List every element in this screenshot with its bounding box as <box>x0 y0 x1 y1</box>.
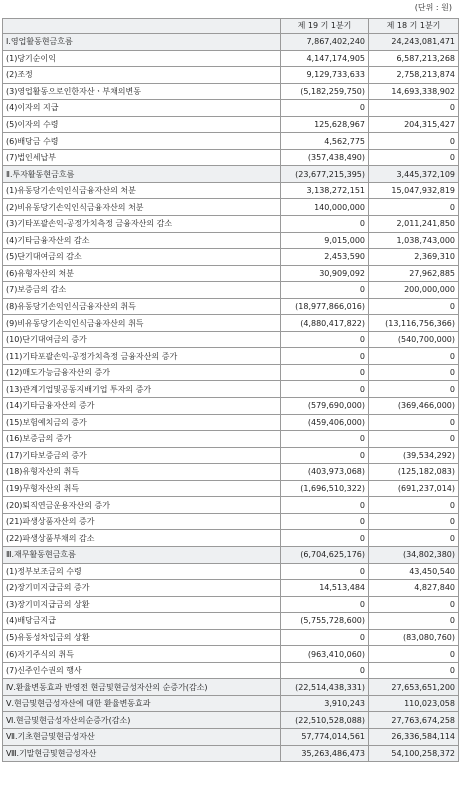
row-label: (18)유형자산의 취득 <box>3 464 281 481</box>
table-row <box>3 116 459 133</box>
prior-period-value: 0 <box>369 662 459 679</box>
prior-period-value: 200,000,000 <box>369 282 459 299</box>
table-row <box>3 216 459 233</box>
table-row <box>3 298 459 315</box>
row-label: (1)당기순이익 <box>3 50 281 67</box>
prior-period-value: (39,534,292) <box>369 447 459 464</box>
header-current-period: 제 19 기 1분기 <box>281 19 369 34</box>
row-label: Ⅰ.영업활동현금흐름 <box>3 34 281 51</box>
prior-period-value: 0 <box>369 431 459 448</box>
current-period-value: (963,410,060) <box>281 646 369 663</box>
current-period-value: 30,909,092 <box>281 265 369 282</box>
table-row <box>3 149 459 166</box>
prior-period-value: 0 <box>369 530 459 547</box>
current-period-value: 0 <box>281 216 369 233</box>
header-blank <box>3 19 281 34</box>
prior-period-value: 0 <box>369 348 459 365</box>
row-label: (7)신주인수권의 행사 <box>3 662 281 679</box>
prior-period-value: 26,336,584,114 <box>369 728 459 745</box>
current-period-value: (23,677,215,395) <box>281 166 369 183</box>
row-label: (14)기타금융자산의 증가 <box>3 398 281 415</box>
row-label: (9)비유동당기손익인식금융자산의 취득 <box>3 315 281 332</box>
current-period-value: (22,510,528,088) <box>281 712 369 729</box>
row-label: (21)파생상품자산의 증가 <box>3 513 281 530</box>
prior-period-value: 0 <box>369 381 459 398</box>
prior-period-value: 0 <box>369 596 459 613</box>
current-period-value: (5,755,728,600) <box>281 613 369 630</box>
prior-period-value: 204,315,427 <box>369 116 459 133</box>
section-row <box>3 745 459 762</box>
row-label: (22)파생상품부채의 감소 <box>3 530 281 547</box>
row-label: (13)관계기업및공동지배기업 투자의 증가 <box>3 381 281 398</box>
current-period-value: 57,774,014,561 <box>281 728 369 745</box>
current-period-value: (5,182,259,750) <box>281 83 369 100</box>
table-row <box>3 580 459 597</box>
prior-period-value: (34,802,380) <box>369 546 459 563</box>
table-row <box>3 431 459 448</box>
current-period-value: 2,453,590 <box>281 249 369 266</box>
row-label: (11)기타포괄손익-공정가치측정 금융자산의 증가 <box>3 348 281 365</box>
row-label: (2)비유동당기손익인식금융자산의 처분 <box>3 199 281 216</box>
current-period-value: 4,562,775 <box>281 133 369 150</box>
prior-period-value: 43,450,540 <box>369 563 459 580</box>
prior-period-value: 3,445,372,109 <box>369 166 459 183</box>
current-period-value: 0 <box>281 447 369 464</box>
prior-period-value: 4,827,840 <box>369 580 459 597</box>
current-period-value: 0 <box>281 662 369 679</box>
table-row <box>3 447 459 464</box>
row-label: Ⅳ.환율변동효과 반영전 현금및현금성자산의 순증가(감소) <box>3 679 281 696</box>
row-label: (5)유동성차입금의 상환 <box>3 629 281 646</box>
current-period-value: 0 <box>281 431 369 448</box>
prior-period-value: (13,116,756,366) <box>369 315 459 332</box>
unit-label: (단위 : 원) <box>414 3 452 12</box>
prior-period-value: 54,100,258,372 <box>369 745 459 762</box>
table-row <box>3 331 459 348</box>
prior-period-value: 27,962,885 <box>369 265 459 282</box>
row-label: (5)이자의 수령 <box>3 116 281 133</box>
section-row <box>3 34 459 51</box>
row-label: (6)유형자산의 처분 <box>3 265 281 282</box>
table-body <box>3 34 459 762</box>
prior-period-value: 0 <box>369 133 459 150</box>
table-row <box>3 265 459 282</box>
row-label: Ⅱ.투자활동현금흐름 <box>3 166 281 183</box>
prior-period-value: 0 <box>369 513 459 530</box>
row-label: Ⅶ.기초현금및현금성자산 <box>3 728 281 745</box>
table-row <box>3 629 459 646</box>
prior-period-value: 2,758,213,874 <box>369 67 459 84</box>
table-row <box>3 249 459 266</box>
table-row <box>3 464 459 481</box>
table-row <box>3 646 459 663</box>
section-row <box>3 728 459 745</box>
row-label: (19)무형자산의 취득 <box>3 480 281 497</box>
prior-period-value: 110,023,058 <box>369 695 459 712</box>
prior-period-value: 27,763,674,258 <box>369 712 459 729</box>
row-label: (3)기타포괄손익-공정가치측정 금융자산의 감소 <box>3 216 281 233</box>
table-row <box>3 232 459 249</box>
prior-period-value: 0 <box>369 199 459 216</box>
table-row <box>3 83 459 100</box>
current-period-value: 0 <box>281 364 369 381</box>
table-row <box>3 480 459 497</box>
current-period-value: 0 <box>281 381 369 398</box>
prior-period-value: (125,182,083) <box>369 464 459 481</box>
current-period-value: 0 <box>281 497 369 514</box>
table-row <box>3 50 459 67</box>
prior-period-value: 0 <box>369 497 459 514</box>
section-row <box>3 695 459 712</box>
row-label: (12)매도가능금융자산의 증가 <box>3 364 281 381</box>
current-period-value: 3,138,272,151 <box>281 182 369 199</box>
table-row <box>3 530 459 547</box>
current-period-value: 9,015,000 <box>281 232 369 249</box>
prior-period-value: 0 <box>369 646 459 663</box>
prior-period-value: 0 <box>369 100 459 117</box>
row-label: (8)유동당기손익인식금융자산의 취득 <box>3 298 281 315</box>
current-period-value: 0 <box>281 282 369 299</box>
current-period-value: 4,147,174,905 <box>281 50 369 67</box>
table-row <box>3 182 459 199</box>
prior-period-value: 2,369,310 <box>369 249 459 266</box>
row-label: Ⅵ.현금및현금성자산의순증가(감소) <box>3 712 281 729</box>
row-label: (2)조정 <box>3 67 281 84</box>
table-row <box>3 199 459 216</box>
table-row <box>3 596 459 613</box>
current-period-value: 0 <box>281 100 369 117</box>
current-period-value: (1,696,510,322) <box>281 480 369 497</box>
current-period-value: 0 <box>281 629 369 646</box>
table-row <box>3 563 459 580</box>
section-row <box>3 712 459 729</box>
current-period-value: 0 <box>281 331 369 348</box>
row-label: (4)기타금융자산의 감소 <box>3 232 281 249</box>
row-label: (2)장기미지급금의 증가 <box>3 580 281 597</box>
prior-period-value: 24,243,081,471 <box>369 34 459 51</box>
prior-period-value: 6,587,213,268 <box>369 50 459 67</box>
current-period-value: 35,263,486,473 <box>281 745 369 762</box>
prior-period-value: (83,080,760) <box>369 629 459 646</box>
current-period-value: 0 <box>281 348 369 365</box>
prior-period-value: 2,011,241,850 <box>369 216 459 233</box>
prior-period-value: 0 <box>369 613 459 630</box>
row-label: (7)법인세납부 <box>3 149 281 166</box>
row-label: (20)퇴직연금운용자산의 증가 <box>3 497 281 514</box>
current-period-value: 7,867,402,240 <box>281 34 369 51</box>
row-label: (1)유동당기손익인식금융자산의 처분 <box>3 182 281 199</box>
current-period-value: (22,514,438,331) <box>281 679 369 696</box>
table-header-row <box>3 19 459 34</box>
current-period-value: 0 <box>281 513 369 530</box>
row-label: (1)정부보조금의 수령 <box>3 563 281 580</box>
current-period-value: (579,690,000) <box>281 398 369 415</box>
row-label: Ⅷ.기말현금및현금성자산 <box>3 745 281 762</box>
current-period-value: 0 <box>281 563 369 580</box>
prior-period-value: (540,700,000) <box>369 331 459 348</box>
row-label: (4)이자의 지급 <box>3 100 281 117</box>
table-row <box>3 381 459 398</box>
current-period-value: 9,129,733,633 <box>281 67 369 84</box>
prior-period-value: 0 <box>369 364 459 381</box>
prior-period-value: (691,237,014) <box>369 480 459 497</box>
prior-period-value: 27,653,651,200 <box>369 679 459 696</box>
prior-period-value: 1,038,743,000 <box>369 232 459 249</box>
row-label: (6)배당금 수령 <box>3 133 281 150</box>
table-row <box>3 364 459 381</box>
current-period-value: (459,406,000) <box>281 414 369 431</box>
prior-period-value: (369,466,000) <box>369 398 459 415</box>
table-row <box>3 282 459 299</box>
table-row <box>3 348 459 365</box>
current-period-value: (357,438,490) <box>281 149 369 166</box>
table-row <box>3 315 459 332</box>
table-row <box>3 100 459 117</box>
cash-flow-table <box>2 18 459 762</box>
current-period-value: 0 <box>281 530 369 547</box>
section-row <box>3 679 459 696</box>
table-row <box>3 133 459 150</box>
row-label: (4)배당금지급 <box>3 613 281 630</box>
row-label: (10)단기대여금의 증가 <box>3 331 281 348</box>
section-row <box>3 546 459 563</box>
prior-period-value: 0 <box>369 298 459 315</box>
row-label: (16)보증금의 증가 <box>3 431 281 448</box>
table-row <box>3 497 459 514</box>
row-label: Ⅲ.재무활동현금흐름 <box>3 546 281 563</box>
row-label: Ⅴ.현금및현금성자산에 대한 환율변동효과 <box>3 695 281 712</box>
current-period-value: (403,973,068) <box>281 464 369 481</box>
prior-period-value: 0 <box>369 414 459 431</box>
row-label: (7)보증금의 감소 <box>3 282 281 299</box>
current-period-value: 3,910,243 <box>281 695 369 712</box>
current-period-value: 14,513,484 <box>281 580 369 597</box>
prior-period-value: 0 <box>369 149 459 166</box>
section-row <box>3 166 459 183</box>
row-label: (17)기타보증금의 증가 <box>3 447 281 464</box>
row-label: (5)단기대여금의 감소 <box>3 249 281 266</box>
current-period-value: 0 <box>281 596 369 613</box>
prior-period-value: 14,693,338,902 <box>369 83 459 100</box>
current-period-value: (4,880,417,822) <box>281 315 369 332</box>
table-row <box>3 414 459 431</box>
table-row <box>3 513 459 530</box>
current-period-value: (18,977,866,016) <box>281 298 369 315</box>
table-row <box>3 67 459 84</box>
row-label: (3)장기미지급금의 상환 <box>3 596 281 613</box>
table-row <box>3 662 459 679</box>
prior-period-value: 15,047,932,819 <box>369 182 459 199</box>
current-period-value: 140,000,000 <box>281 199 369 216</box>
current-period-value: (6,704,625,176) <box>281 546 369 563</box>
table-row <box>3 613 459 630</box>
current-period-value: 125,628,967 <box>281 116 369 133</box>
header-prior-period: 제 18 기 1분기 <box>369 19 459 34</box>
table-row <box>3 398 459 415</box>
row-label: (3)영업활동으로인한자산ㆍ부채의변동 <box>3 83 281 100</box>
row-label: (15)보험예치금의 증가 <box>3 414 281 431</box>
row-label: (6)자기주식의 취득 <box>3 646 281 663</box>
